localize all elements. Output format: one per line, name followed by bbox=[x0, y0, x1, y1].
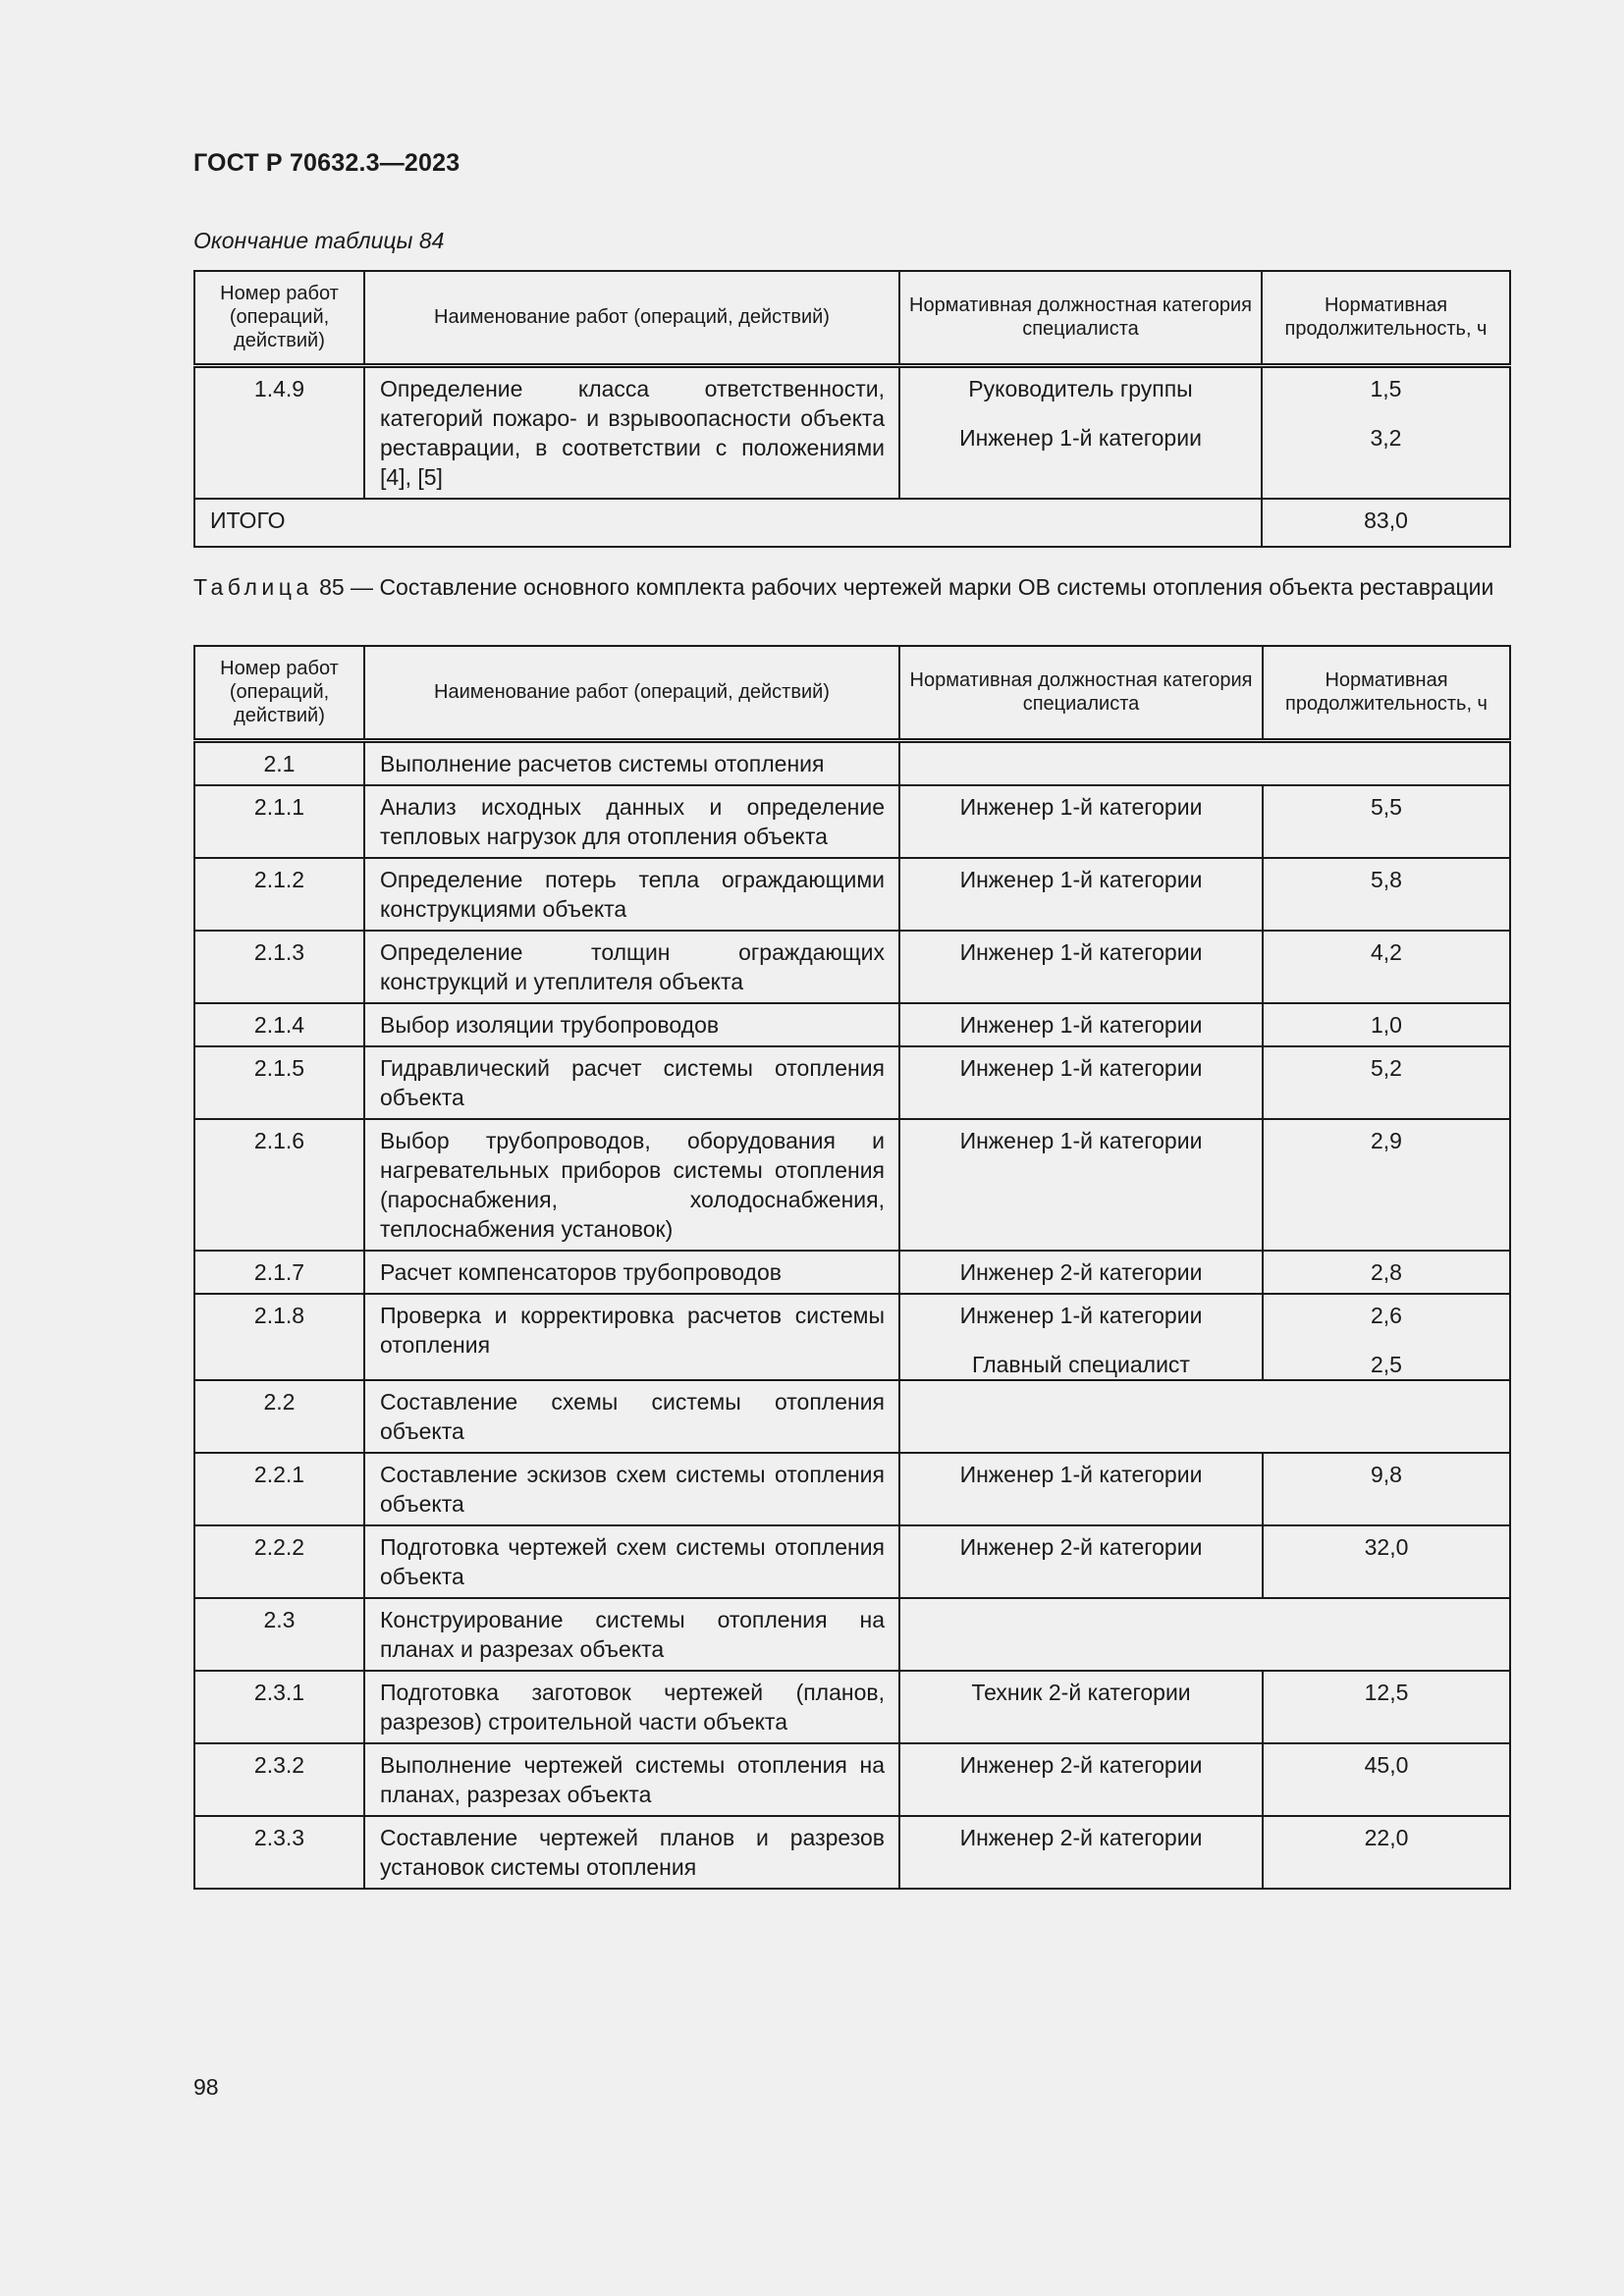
row-duration bbox=[1263, 1525, 1510, 1598]
row-duration bbox=[1263, 1453, 1510, 1525]
table-row bbox=[194, 858, 1510, 931]
row-category bbox=[899, 858, 1263, 931]
duration-value: 2,8 bbox=[1371, 1258, 1402, 1285]
category-value: Инженер 2-й категории bbox=[959, 1258, 1203, 1285]
table-row bbox=[194, 1003, 1510, 1046]
duration-value: 12,5 bbox=[1364, 1679, 1409, 1705]
table-row bbox=[194, 1453, 1510, 1525]
row-duration bbox=[1263, 1294, 1510, 1380]
page-number: 98 bbox=[193, 2074, 219, 2100]
row-duration bbox=[1263, 1003, 1510, 1046]
row-number: 2.2 bbox=[194, 1380, 364, 1453]
row-category bbox=[899, 1119, 1263, 1251]
row-number: 2.1.7 bbox=[194, 1251, 364, 1294]
row-number: 2.1.6 bbox=[194, 1119, 364, 1251]
duration-value: 5,2 bbox=[1371, 1054, 1402, 1081]
duration-value: 45,0 bbox=[1364, 1751, 1409, 1778]
row-name: Определение потерь тепла ограждающими конструкциями объекта bbox=[364, 858, 899, 931]
row-number: 1.4.9 bbox=[194, 365, 364, 499]
row-duration bbox=[1263, 1816, 1510, 1889]
duration-value: 2,6 bbox=[1371, 1302, 1402, 1328]
duration-value: 1,5 bbox=[1370, 375, 1402, 401]
row-name: Проверка и корректировка расчетов системы отопления bbox=[364, 1294, 899, 1380]
row-category bbox=[899, 1453, 1263, 1525]
table84-continuation-label: Окончание таблицы 84 bbox=[193, 228, 445, 253]
table85-caption-word: Таблица bbox=[193, 574, 313, 600]
column-header-category: Нормативная должностная категория специалиста bbox=[899, 646, 1263, 740]
category-value: Инженер 2-й категории bbox=[959, 1533, 1203, 1560]
row-duration bbox=[1263, 1251, 1510, 1294]
row-category bbox=[899, 1525, 1263, 1598]
category-value: Инженер 1-й категории bbox=[959, 938, 1203, 965]
total-value: 83,0 bbox=[1262, 499, 1510, 547]
row-name: Анализ исходных данных и определение тепловых нагрузок для отопления объекта bbox=[364, 785, 899, 858]
category-value: Инженер 1-й категории bbox=[959, 1461, 1203, 1487]
table-row bbox=[194, 1380, 1510, 1453]
table-row bbox=[194, 785, 1510, 858]
duration-value: 32,0 bbox=[1364, 1533, 1409, 1560]
row-category bbox=[899, 1743, 1263, 1816]
row-empty-cell bbox=[899, 740, 1510, 785]
document-header-title: ГОСТ Р 70632.3—2023 bbox=[193, 149, 460, 177]
table-row bbox=[194, 365, 1510, 499]
row-category bbox=[899, 365, 1262, 499]
row-number: 2.3.1 bbox=[194, 1671, 364, 1743]
duration-value: 2,5 bbox=[1371, 1351, 1402, 1377]
total-label: ИТОГО bbox=[194, 499, 1262, 547]
row-name: Выполнение чертежей системы отопления на планах, разрезах объекта bbox=[364, 1743, 899, 1816]
row-empty-cell bbox=[899, 1598, 1510, 1671]
row-number: 2.1.1 bbox=[194, 785, 364, 858]
row-name: Определение класса ответственности, категорий пожаро- и взрывоопасности объекта реставрации, в соответствии с положениями [4], [5] bbox=[364, 365, 899, 499]
column-header-num: Номер работ (операций, действий) bbox=[194, 271, 364, 365]
row-duration bbox=[1262, 365, 1510, 499]
table85-body bbox=[194, 740, 1510, 1889]
row-name: Гидравлический расчет системы отопления объекта bbox=[364, 1046, 899, 1119]
table-row bbox=[194, 1743, 1510, 1816]
category-value: Инженер 1-й категории bbox=[959, 1011, 1203, 1038]
column-header-category: Нормативная должностная категория специалиста bbox=[899, 271, 1262, 365]
row-number: 2.2.1 bbox=[194, 1453, 364, 1525]
table-row bbox=[194, 1119, 1510, 1251]
row-duration bbox=[1263, 785, 1510, 858]
row-category bbox=[899, 931, 1263, 1003]
row-name: Выбор изоляции трубопроводов bbox=[364, 1003, 899, 1046]
row-name: Выполнение расчетов системы отопления bbox=[364, 740, 899, 785]
table85-header-row bbox=[194, 646, 1510, 740]
row-number: 2.1.5 bbox=[194, 1046, 364, 1119]
duration-value: 2,9 bbox=[1371, 1127, 1402, 1153]
category-value: Главный специалист bbox=[972, 1351, 1190, 1377]
table-84 bbox=[193, 270, 1511, 548]
row-number: 2.2.2 bbox=[194, 1525, 364, 1598]
table-85 bbox=[193, 645, 1511, 1890]
row-category bbox=[899, 1671, 1263, 1743]
row-name: Составление чертежей планов и разрезов установок системы отопления bbox=[364, 1816, 899, 1889]
duration-value: 3,2 bbox=[1370, 424, 1402, 451]
duration-value: 4,2 bbox=[1371, 938, 1402, 965]
row-name: Расчет компенсаторов трубопроводов bbox=[364, 1251, 899, 1294]
row-empty-cell bbox=[899, 1380, 1510, 1453]
row-category bbox=[899, 785, 1263, 858]
column-header-duration: Нормативная продолжительность, ч bbox=[1263, 646, 1510, 740]
table84-header-row bbox=[194, 271, 1510, 365]
table-row bbox=[194, 1294, 1510, 1380]
category-value: Инженер 2-й категории bbox=[959, 1751, 1203, 1778]
row-number: 2.3.2 bbox=[194, 1743, 364, 1816]
table-row bbox=[194, 740, 1510, 785]
row-number: 2.1.8 bbox=[194, 1294, 364, 1380]
category-value: Инженер 1-й категории bbox=[959, 1302, 1203, 1328]
duration-value: 5,5 bbox=[1371, 793, 1402, 820]
table-row bbox=[194, 1671, 1510, 1743]
category-value: Инженер 2-й категории bbox=[959, 1824, 1203, 1850]
category-value: Инженер 1-й категории bbox=[959, 866, 1203, 892]
row-number: 2.3.3 bbox=[194, 1816, 364, 1889]
table-row bbox=[194, 1525, 1510, 1598]
row-number: 2.1.4 bbox=[194, 1003, 364, 1046]
column-header-duration: Нормативная продолжительность, ч bbox=[1262, 271, 1510, 365]
column-header-name: Наименование работ (операций, действий) bbox=[364, 646, 899, 740]
row-name: Подготовка заготовок чертежей (планов, разрезов) строительной части объекта bbox=[364, 1671, 899, 1743]
row-name: Конструирование системы отопления на планах и разрезах объекта bbox=[364, 1598, 899, 1671]
row-number: 2.1.3 bbox=[194, 931, 364, 1003]
row-category bbox=[899, 1816, 1263, 1889]
category-value: Инженер 1-й категории bbox=[959, 1054, 1203, 1081]
row-duration bbox=[1263, 858, 1510, 931]
row-duration bbox=[1263, 1119, 1510, 1251]
duration-value: 9,8 bbox=[1371, 1461, 1402, 1487]
table85-caption bbox=[193, 572, 1509, 603]
duration-value: 5,8 bbox=[1371, 866, 1402, 892]
table84-body bbox=[194, 365, 1510, 499]
row-category bbox=[899, 1294, 1263, 1380]
row-duration bbox=[1263, 1671, 1510, 1743]
row-number: 2.1 bbox=[194, 740, 364, 785]
table-row bbox=[194, 1046, 1510, 1119]
table-row bbox=[194, 1598, 1510, 1671]
row-name: Составление схемы системы отопления объекта bbox=[364, 1380, 899, 1453]
row-number: 2.3 bbox=[194, 1598, 364, 1671]
table-row bbox=[194, 1816, 1510, 1889]
row-number: 2.1.2 bbox=[194, 858, 364, 931]
column-header-num: Номер работ (операций, действий) bbox=[194, 646, 364, 740]
category-value: Инженер 1-й категории bbox=[959, 424, 1202, 451]
table85-caption-text: 85 — Составление основного комплекта рабочих чертежей марки ОВ системы отопления объекта реставрации bbox=[312, 574, 1494, 600]
row-duration bbox=[1263, 1743, 1510, 1816]
row-category bbox=[899, 1046, 1263, 1119]
category-value: Техник 2-й категории bbox=[971, 1679, 1191, 1705]
row-category bbox=[899, 1003, 1263, 1046]
row-name: Составление эскизов схем системы отопления объекта bbox=[364, 1453, 899, 1525]
category-value: Инженер 1-й категории bbox=[959, 1127, 1203, 1153]
duration-value: 1,0 bbox=[1371, 1011, 1402, 1038]
column-header-name: Наименование работ (операций, действий) bbox=[364, 271, 899, 365]
category-value: Руководитель группы bbox=[968, 375, 1193, 401]
row-duration bbox=[1263, 1046, 1510, 1119]
duration-value: 22,0 bbox=[1364, 1824, 1409, 1850]
row-name: Определение толщин ограждающих конструкций и утеплителя объекта bbox=[364, 931, 899, 1003]
table-row bbox=[194, 1251, 1510, 1294]
table-row bbox=[194, 931, 1510, 1003]
row-duration bbox=[1263, 931, 1510, 1003]
row-name: Подготовка чертежей схем системы отопления объекта bbox=[364, 1525, 899, 1598]
category-value: Инженер 1-й категории bbox=[959, 793, 1203, 820]
row-name: Выбор трубопроводов, оборудования и нагревательных приборов системы отопления (пароснабжения, холодоснабжения, теплоснабжения установок) bbox=[364, 1119, 899, 1251]
table84-total-row bbox=[194, 499, 1510, 547]
row-category bbox=[899, 1251, 1263, 1294]
